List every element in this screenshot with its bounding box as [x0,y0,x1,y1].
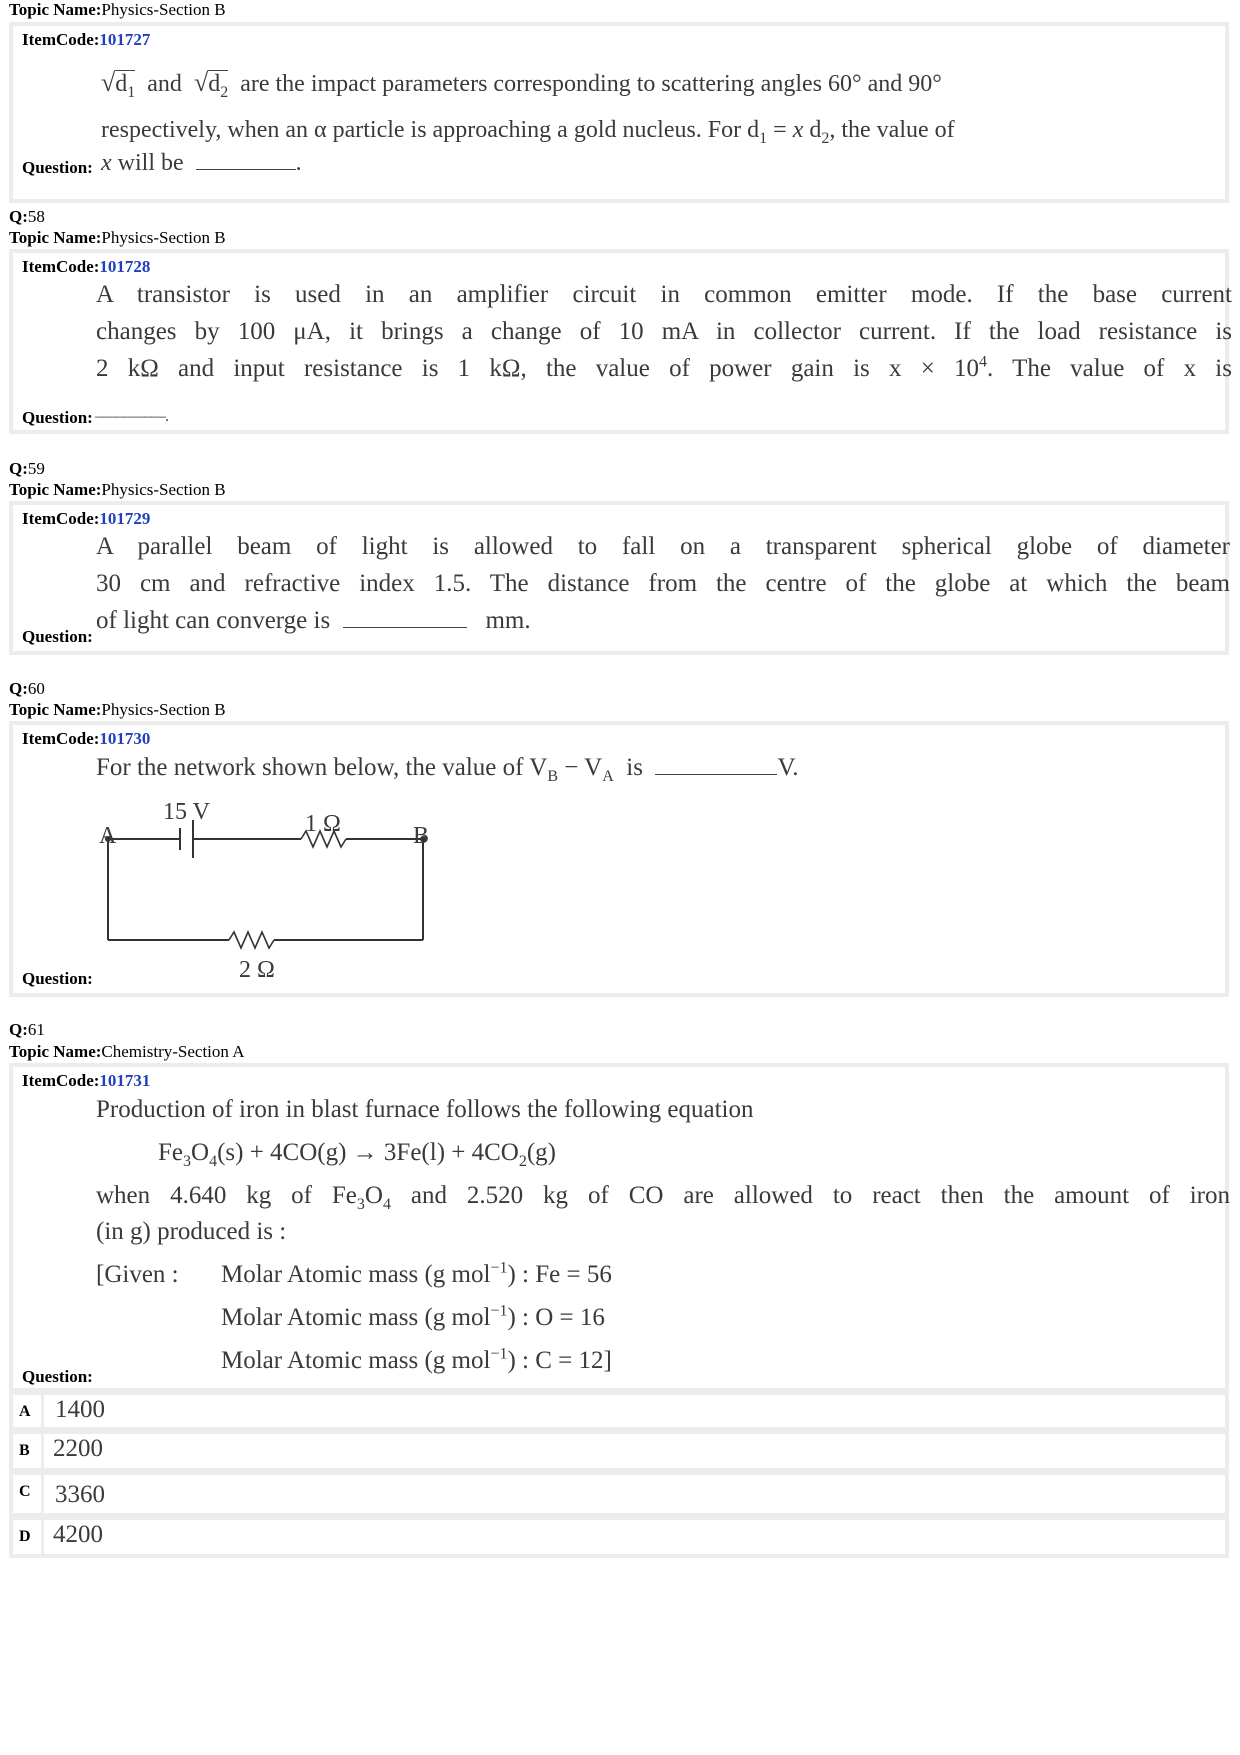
option-divider [41,1475,44,1513]
question-line-2: changes by 100 μA, it brings a change of 10 mA in collector current. If the load resistance is [96,318,1232,345]
question-line-2: when 4.640 kg of $Fe_3O_4$ and 2.520 kg of CO are allowed to react then the amount of iron [96,1182,1230,1213]
option-a[interactable] [9,1391,1229,1431]
option-value: 2200 [53,1435,103,1462]
option-value: 3360 [55,1481,105,1508]
question-line-2: 30 cm and refractive index 1.5. The distance from the centre of the globe at which the beam [96,570,1230,597]
question-line-3: 2 kΩ and input resistance is 1 kΩ, the value of power gain is $x \times 10^4$. The value of x is [96,353,1232,382]
given-label: [Given : [96,1261,179,1288]
item-code: ItemCode:101731 [22,1071,151,1090]
option-value: 1400 [55,1396,105,1423]
option-letter: B [19,1442,30,1459]
option-d[interactable] [9,1516,1229,1558]
question-card [9,1063,1229,1392]
question-label: Question: [22,627,93,646]
resistor-1ohm-label: 1 Ω [305,811,341,837]
option-c[interactable] [9,1471,1229,1517]
question-line-2: respectively, when an α particle is approaching a gold nucleus. For $d_1 = x$ $d_2$, the value of [101,117,955,147]
item-code: ItemCode:101730 [22,729,151,748]
question-card [9,249,1232,434]
question-card [9,501,1229,655]
option-letter: C [19,1483,31,1500]
topic-line: Topic Name:Physics-Section B [9,228,226,247]
question-line-1: Production of iron in blast furnace follows the following equation [96,1096,754,1123]
question-line-3: (in g) produced is : [96,1218,287,1245]
node-b-label: B [413,823,430,849]
answer-blank[interactable] [343,607,467,628]
topic-line: Topic Name:Physics-Section B [9,480,226,499]
option-divider [41,1434,44,1468]
option-letter: A [19,1403,31,1420]
given-c: Molar Atomic mass (g mol$^{-1}$) : C = 12] [221,1345,612,1374]
answer-blank[interactable]: ––––––––––. [95,408,168,425]
question-label: Question: [22,408,93,427]
option-b[interactable] [9,1430,1229,1472]
question-line-1: A parallel beam of light is allowed to fall on a transparent spherical globe of diameter [96,533,1230,560]
resistor-2ohm [229,932,274,948]
item-code: ItemCode:101727 [22,30,151,49]
item-code: ItemCode:101729 [22,509,151,528]
option-divider [41,1395,44,1427]
topic-line: Topic Name:Chemistry-Section A [9,1042,245,1061]
battery-label: 15 V [163,799,210,825]
question-label: Question: [22,1367,93,1386]
question-number: Q:61 [9,1020,45,1039]
item-code: ItemCode:101728 [22,257,151,276]
question-line-1: $√d_1$ and $√d_2$ are the impact parameters corresponding to scattering angles 60° and 90° [101,68,942,101]
question-card [9,721,1229,997]
question-number: Q:58 [9,207,45,226]
given-fe: Molar Atomic mass (g mol$^{-1}$) : Fe = 56 [221,1259,612,1288]
option-value: 4200 [53,1521,103,1548]
answer-blank[interactable] [196,149,296,170]
question-label: Question: [22,158,93,177]
answer-blank[interactable] [655,754,777,775]
topic-line: Topic Name:Physics-Section B [9,0,226,19]
topic-line: Topic Name:Physics-Section B [9,700,226,719]
question-line-3: of light can converge is mm. [96,607,531,634]
option-letter: D [19,1528,31,1545]
given-o: Molar Atomic mass (g mol$^{-1}$) : O = 16 [221,1302,605,1331]
reaction-equation: $Fe_3O_4(s) + 4CO(g) \to 3Fe(l) + 4CO_2(g)$ [158,1139,557,1170]
question-line-1: For the network shown below, the value of $V_B - V_A$ is V. [96,754,799,785]
question-number: Q:60 [9,679,45,698]
question-line-1: A transistor is used in an amplifier circuit in common emitter mode. If the base current [96,281,1232,308]
node-a-label: A [99,823,117,849]
circuit-diagram [13,725,473,995]
question-line-3: x will be . [101,150,302,176]
question-card [9,22,1229,203]
resistor-2ohm-label: 2 Ω [239,957,275,983]
question-number: Q:59 [9,459,45,478]
question-label: Question: [22,969,93,988]
option-divider [41,1520,44,1554]
